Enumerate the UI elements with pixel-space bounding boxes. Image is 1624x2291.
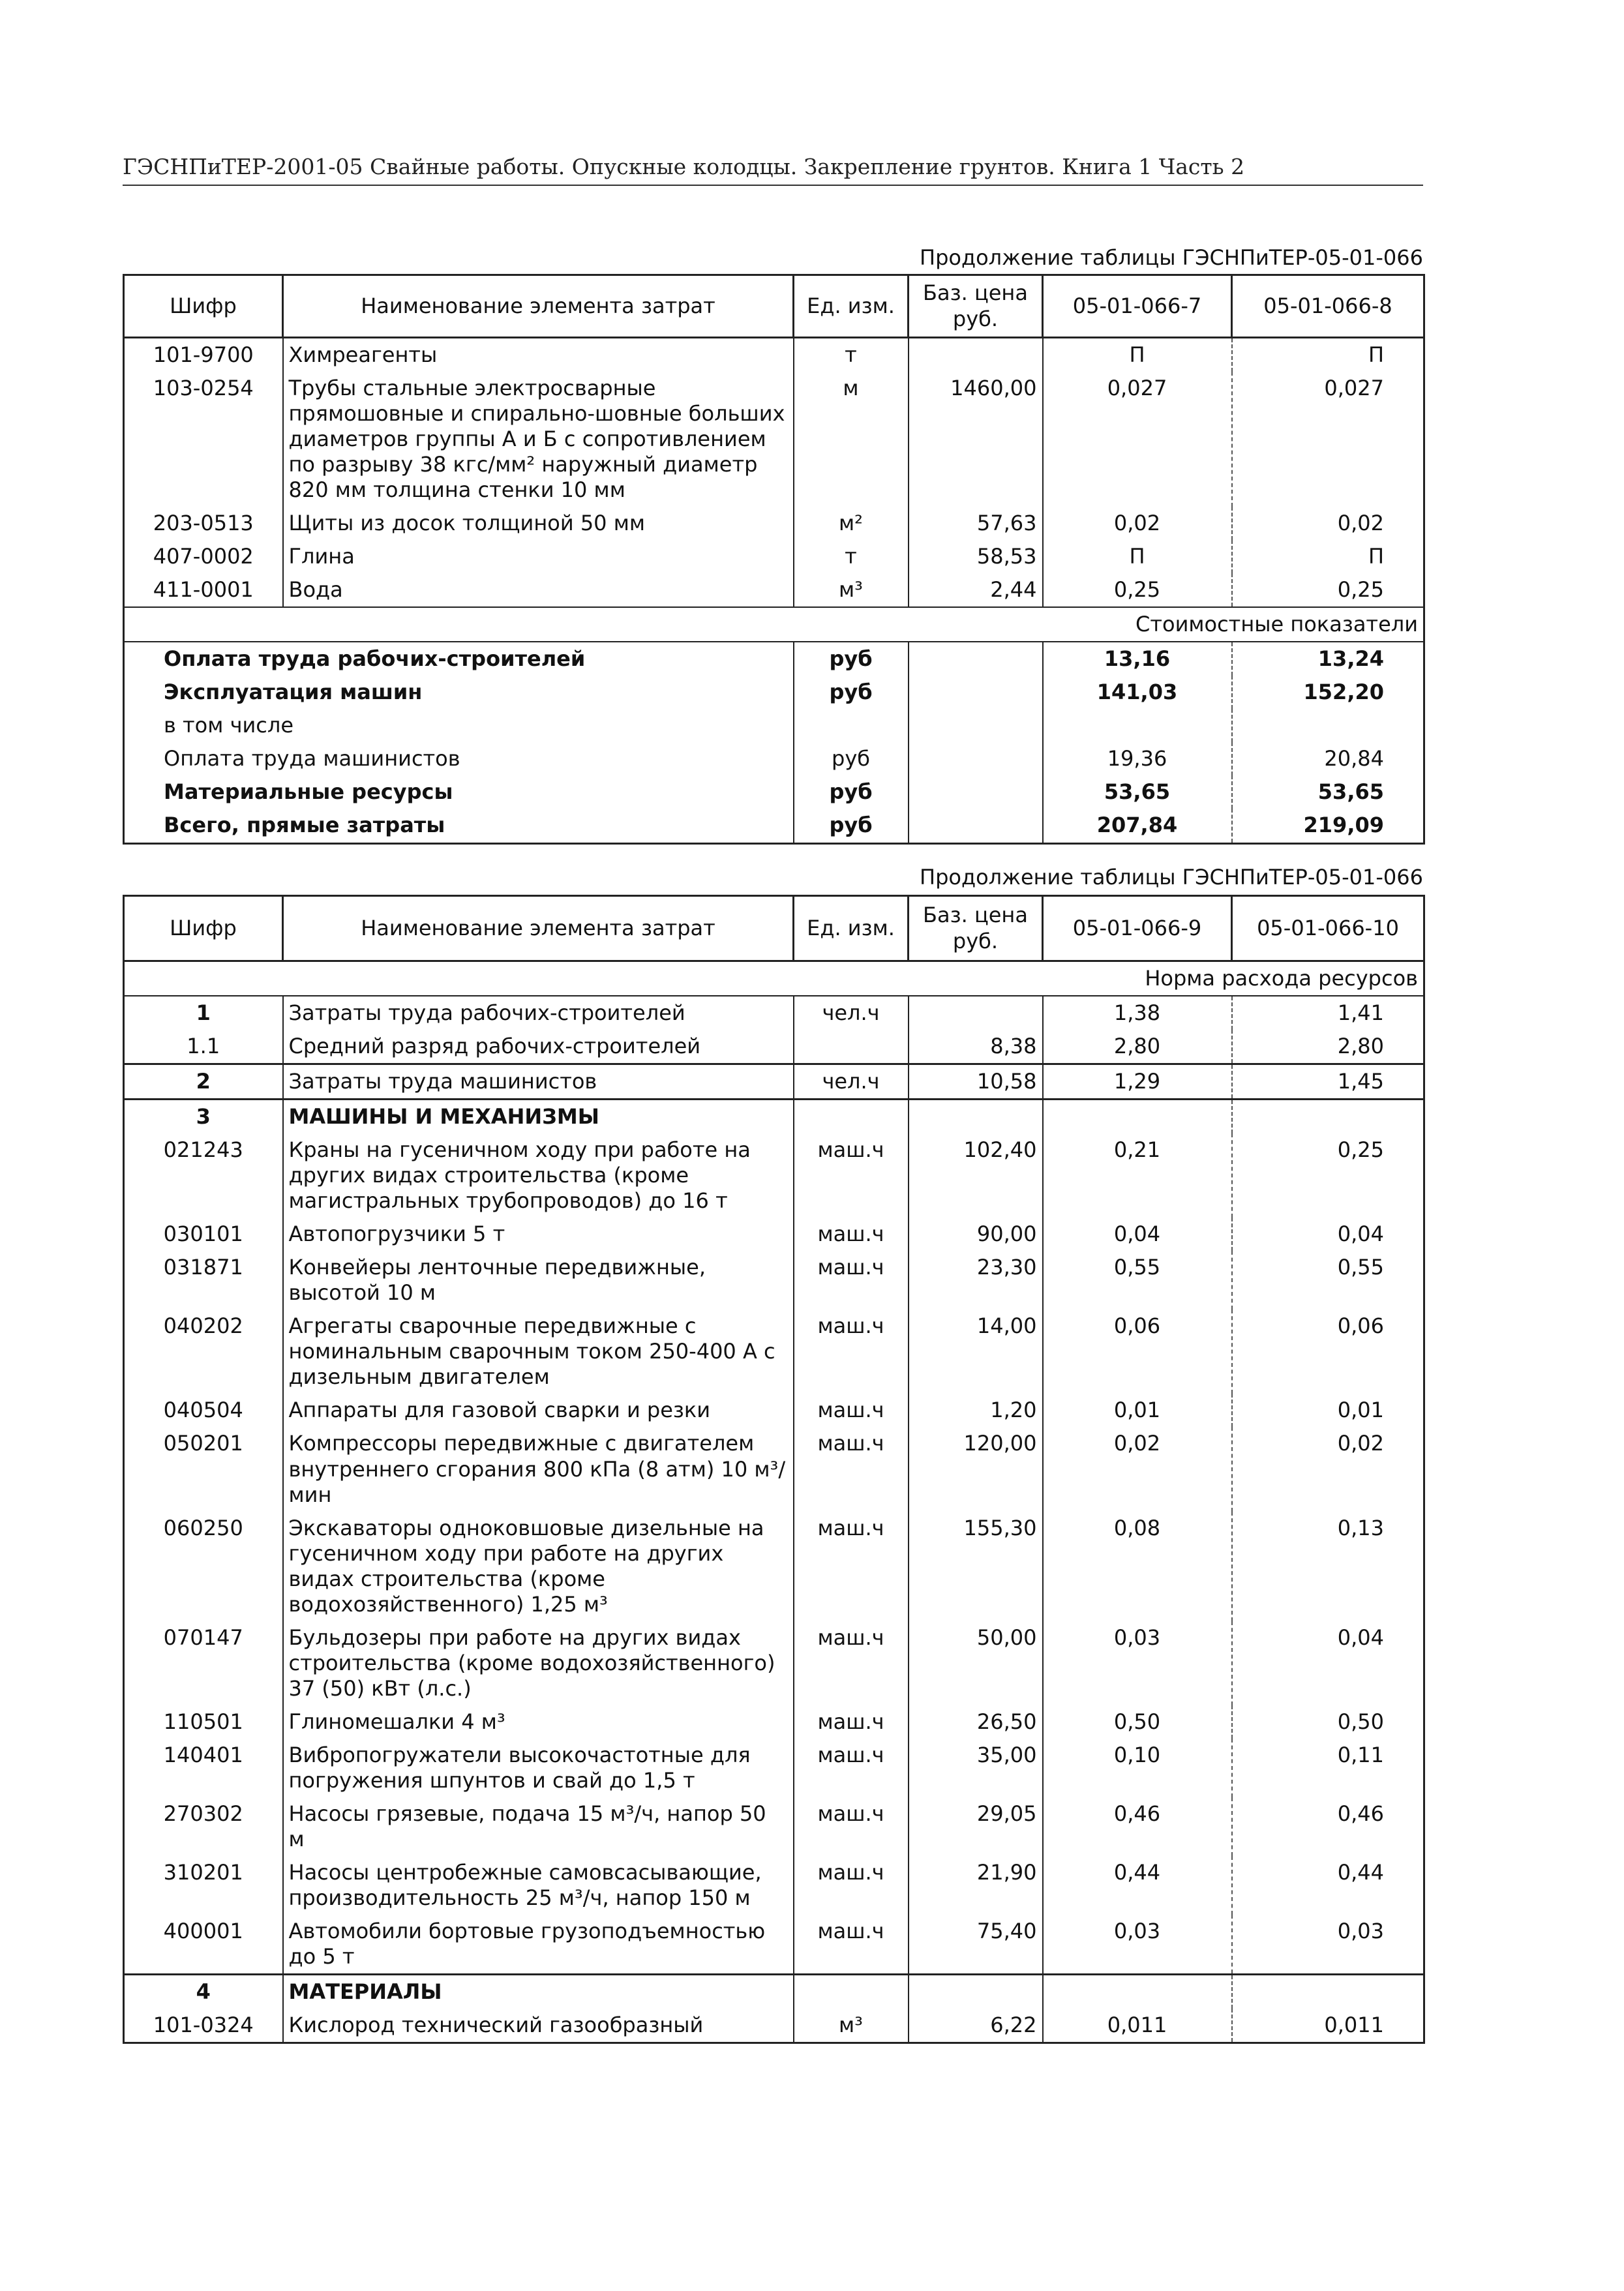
resource-code: 060250 [124,1512,283,1621]
value-col1 [1043,1975,1232,2009]
unit: м³ [794,573,909,607]
value-col2: 1,45 [1232,1064,1424,1100]
value-col2: 0,25 [1232,573,1424,607]
resource-code: 030101 [124,1218,283,1251]
cost-row [124,742,1424,775]
resource-code: 070147 [124,1621,283,1705]
value-col1: 1,29 [1043,1064,1232,1100]
value-col2: 0,03 [1232,1915,1424,1975]
resource-name: Автомобили бортовые грузоподъемностью до 5 т [283,1915,794,1975]
cost-unit [794,709,909,742]
value-col1: 0,50 [1043,1705,1232,1739]
cost-value-col2: 219,09 [1232,809,1424,843]
base-price: 102,40 [909,1133,1043,1218]
table-row [124,1427,1424,1511]
resource-name: Конвейеры ленточные передвижные, высотой 10 м [283,1251,794,1310]
cost-value-col2: 20,84 [1232,742,1424,775]
table2 [123,895,1425,2044]
th-code: Шифр [124,896,283,961]
base-price: 57,63 [909,507,1043,540]
resource-name: Вибропогружатели высокочастотные для погружения шпунтов и свай до 1,5 т [283,1739,794,1797]
resource-name: Трубы стальные электросварные прямошовные и спирально-шовные больших диаметров группы А и Б с сопротивлением по разрыву 38 кгс/мм² наружный диаметр 820 мм толщина стенки 10 мм [283,372,794,507]
value-col2 [1232,1100,1424,1134]
resource-name: Насосы грязевые, подача 15 м³/ч, напор 50 м [283,1797,794,1856]
base-price: 26,50 [909,1705,1043,1739]
resource-code: 270302 [124,1797,283,1856]
resource-code: 2 [124,1064,283,1100]
resource-code: 411-0001 [124,573,283,607]
table-row [124,1705,1424,1739]
cost-price [909,709,1043,742]
th-price: Баз. цена руб. [909,896,1043,961]
cost-unit: руб [794,742,909,775]
cost-name: Оплата труда рабочих-строителей [124,642,794,676]
base-price: 155,30 [909,1512,1043,1621]
unit [794,1100,909,1134]
table-row [124,1310,1424,1394]
table-row [124,1251,1424,1310]
resource-code: 4 [124,1975,283,2009]
cost-price [909,809,1043,843]
cost-value-col1: 207,84 [1043,809,1232,843]
cost-name: Материальные ресурсы [124,775,794,809]
base-price [909,996,1043,1030]
resource-code: 310201 [124,1856,283,1915]
cost-row [124,642,1424,676]
resource-name: Насосы центробежные самовсасывающие, производительность 25 м³/ч, напор 150 м [283,1856,794,1915]
value-col1: 0,027 [1043,372,1232,507]
value-col2: 0,06 [1232,1310,1424,1394]
unit: маш.ч [794,1251,909,1310]
cost-value-col1: 141,03 [1043,676,1232,709]
unit: маш.ч [794,1427,909,1511]
norm-section-label-row [124,961,1424,996]
table2-caption: Продолжение таблицы ГЭСНПиТЕР-05-01-066 [920,865,1423,890]
value-col2: 0,04 [1232,1218,1424,1251]
value-col1 [1043,1100,1232,1134]
th-name: Наименование элемента затрат [283,275,794,338]
table-row [124,1100,1424,1134]
unit: маш.ч [794,1797,909,1856]
value-col2: 0,02 [1232,1427,1424,1511]
th-col2: 05-01-066-8 [1232,275,1424,338]
cost-name: в том числе [124,709,794,742]
th-col1: 05-01-066-7 [1043,275,1232,338]
base-price: 10,58 [909,1064,1043,1100]
resource-code: 101-0324 [124,2009,283,2043]
resource-name: Компрессоры передвижные с двигателем внутреннего сгорания 800 кПа (8 атм) 10 м³/мин [283,1427,794,1511]
cost-value-col1 [1043,709,1232,742]
table-row [124,1856,1424,1915]
th-name: Наименование элемента затрат [283,896,794,961]
value-col1: 0,011 [1043,2009,1232,2043]
unit: маш.ч [794,1394,909,1427]
resource-name: Агрегаты сварочные передвижные с номинальным сварочным током 250-400 А с дизельным двигателем [283,1310,794,1394]
unit: маш.ч [794,1915,909,1975]
value-col1: 0,03 [1043,1621,1232,1705]
unit [794,1975,909,2009]
value-col1: П [1043,338,1232,372]
table-row [124,1621,1424,1705]
resource-name: МАТЕРИАЛЫ [283,1975,794,2009]
resource-name: Глина [283,540,794,573]
cost-name: Оплата труда машинистов [124,742,794,775]
cost-unit: руб [794,642,909,676]
value-col1: 0,55 [1043,1251,1232,1310]
cost-value-col2: 152,20 [1232,676,1424,709]
resource-name: Бульдозеры при работе на других видах строительства (кроме водохозяйственного) 37 (50) кВт (л.с.) [283,1621,794,1705]
value-col1: 0,46 [1043,1797,1232,1856]
resource-name: Затраты труда машинистов [283,1064,794,1100]
resource-code: 140401 [124,1739,283,1797]
unit: маш.ч [794,1739,909,1797]
cost-row [124,709,1424,742]
value-col1: 1,38 [1043,996,1232,1030]
cost-value-col2: 53,65 [1232,775,1424,809]
value-col1: 0,10 [1043,1739,1232,1797]
resource-name: Кислород технический газообразный [283,2009,794,2043]
resource-name: Автопогрузчики 5 т [283,1218,794,1251]
cost-price [909,775,1043,809]
base-price [909,1100,1043,1134]
base-price: 58,53 [909,540,1043,573]
resource-name: Средний разряд рабочих-строителей [283,1030,794,1064]
resource-code: 407-0002 [124,540,283,573]
cost-unit: руб [794,775,909,809]
unit: маш.ч [794,1133,909,1218]
unit [794,1030,909,1064]
cost-price [909,676,1043,709]
value-col2: 2,80 [1232,1030,1424,1064]
value-col1: 0,02 [1043,507,1232,540]
resource-code: 021243 [124,1133,283,1218]
table-row [124,1975,1424,2009]
value-col2: 0,25 [1232,1133,1424,1218]
value-col1: 0,04 [1043,1218,1232,1251]
value-col1: 0,25 [1043,573,1232,607]
value-col1: 0,03 [1043,1915,1232,1975]
resource-name: Щиты из досок толщиной 50 мм [283,507,794,540]
value-col2: П [1232,338,1424,372]
resource-code: 050201 [124,1427,283,1511]
resource-name: Аппараты для газовой сварки и резки [283,1394,794,1427]
th-unit: Ед. изм. [794,275,909,338]
resource-code: 1.1 [124,1030,283,1064]
th-code: Шифр [124,275,283,338]
table-row [124,1915,1424,1975]
value-col2: П [1232,540,1424,573]
unit: м [794,372,909,507]
cost-name: Всего, прямые затраты [124,809,794,843]
resource-code: 031871 [124,1251,283,1310]
th-unit: Ед. изм. [794,896,909,961]
base-price: 6,22 [909,2009,1043,2043]
cost-unit: руб [794,676,909,709]
value-col1: П [1043,540,1232,573]
table-row [124,1064,1424,1100]
base-price: 75,40 [909,1915,1043,1975]
unit: маш.ч [794,1218,909,1251]
value-col1: 0,02 [1043,1427,1232,1511]
resource-code: 203-0513 [124,507,283,540]
resource-name: Вода [283,573,794,607]
value-col1: 0,21 [1043,1133,1232,1218]
resource-code: 400001 [124,1915,283,1975]
base-price: 90,00 [909,1218,1043,1251]
resource-name: МАШИНЫ И МЕХАНИЗМЫ [283,1100,794,1134]
table-row [124,1394,1424,1427]
table-row [124,573,1424,607]
norm-section-label: Норма расхода ресурсов [124,961,1424,996]
unit: т [794,540,909,573]
value-col1: 0,44 [1043,1856,1232,1915]
value-col2: 0,55 [1232,1251,1424,1310]
cost-value-col2 [1232,709,1424,742]
value-col2: 0,011 [1232,2009,1424,2043]
resource-code: 103-0254 [124,372,283,507]
resource-code: 1 [124,996,283,1030]
th-col2: 05-01-066-10 [1232,896,1424,961]
base-price: 35,00 [909,1739,1043,1797]
base-price [909,1975,1043,2009]
resource-name: Краны на гусеничном ходу при работе на других видах строительства (кроме магистральных трубопроводов) до 16 т [283,1133,794,1218]
table-row [124,372,1424,507]
base-price: 1460,00 [909,372,1043,507]
cost-value-col1: 19,36 [1043,742,1232,775]
unit: маш.ч [794,1310,909,1394]
resource-name: Экскаваторы одноковшовые дизельные на гусеничном ходу при работе на других видах строительства (кроме водохозяйственного) 1,25 м³ [283,1512,794,1621]
table-row [124,1797,1424,1856]
table1-caption: Продолжение таблицы ГЭСНПиТЕР-05-01-066 [920,245,1423,270]
resource-code: 101-9700 [124,338,283,372]
resource-code: 040202 [124,1310,283,1394]
cost-value-col1: 13,16 [1043,642,1232,676]
value-col2: 0,13 [1232,1512,1424,1621]
table-row [124,1512,1424,1621]
cost-section-label: Стоимостные показатели [124,607,1424,642]
value-col2 [1232,1975,1424,2009]
value-col2: 0,50 [1232,1705,1424,1739]
unit: т [794,338,909,372]
table-row [124,1739,1424,1797]
page-header: ГЭСНПиТЕР-2001-05 Свайные работы. Опускные колодцы. Закрепление грунтов. Книга 1 Часть 2 [123,154,1423,186]
value-col2: 0,04 [1232,1621,1424,1705]
value-col1: 0,06 [1043,1310,1232,1394]
cost-value-col2: 13,24 [1232,642,1424,676]
cost-price [909,742,1043,775]
cost-name: Эксплуатация машин [124,676,794,709]
value-col2: 0,027 [1232,372,1424,507]
resource-name: Химреагенты [283,338,794,372]
value-col1: 0,01 [1043,1394,1232,1427]
table-row [124,540,1424,573]
base-price: 50,00 [909,1621,1043,1705]
table-row [124,996,1424,1030]
resource-code: 040504 [124,1394,283,1427]
value-col2: 0,02 [1232,507,1424,540]
base-price: 23,30 [909,1251,1043,1310]
unit: маш.ч [794,1621,909,1705]
base-price: 120,00 [909,1427,1043,1511]
table-row [124,1133,1424,1218]
value-col2: 1,41 [1232,996,1424,1030]
value-col2: 0,44 [1232,1856,1424,1915]
value-col1: 2,80 [1043,1030,1232,1064]
th-price: Баз. цена руб. [909,275,1043,338]
resource-name: Глиномешалки 4 м³ [283,1705,794,1739]
cost-row [124,809,1424,843]
table-row [124,1030,1424,1064]
unit: чел.ч [794,996,909,1030]
table1 [123,274,1425,845]
resource-code: 110501 [124,1705,283,1739]
value-col1: 0,08 [1043,1512,1232,1621]
resource-code: 3 [124,1100,283,1134]
unit: маш.ч [794,1512,909,1621]
value-col2: 0,11 [1232,1739,1424,1797]
cost-unit: руб [794,809,909,843]
value-col2: 0,01 [1232,1394,1424,1427]
base-price: 8,38 [909,1030,1043,1064]
base-price: 29,05 [909,1797,1043,1856]
cost-price [909,642,1043,676]
table-row [124,507,1424,540]
cost-row [124,676,1424,709]
unit: м³ [794,2009,909,2043]
cost-section-label-row [124,607,1424,642]
cost-value-col1: 53,65 [1043,775,1232,809]
unit: маш.ч [794,1705,909,1739]
unit: маш.ч [794,1856,909,1915]
unit: м² [794,507,909,540]
base-price: 2,44 [909,573,1043,607]
value-col2: 0,46 [1232,1797,1424,1856]
unit: чел.ч [794,1064,909,1100]
table-row [124,2009,1424,2043]
resource-name: Затраты труда рабочих-строителей [283,996,794,1030]
table-row [124,1218,1424,1251]
table-row [124,338,1424,372]
base-price: 21,90 [909,1856,1043,1915]
base-price: 1,20 [909,1394,1043,1427]
base-price [909,338,1043,372]
th-col1: 05-01-066-9 [1043,896,1232,961]
cost-row [124,775,1424,809]
base-price: 14,00 [909,1310,1043,1394]
